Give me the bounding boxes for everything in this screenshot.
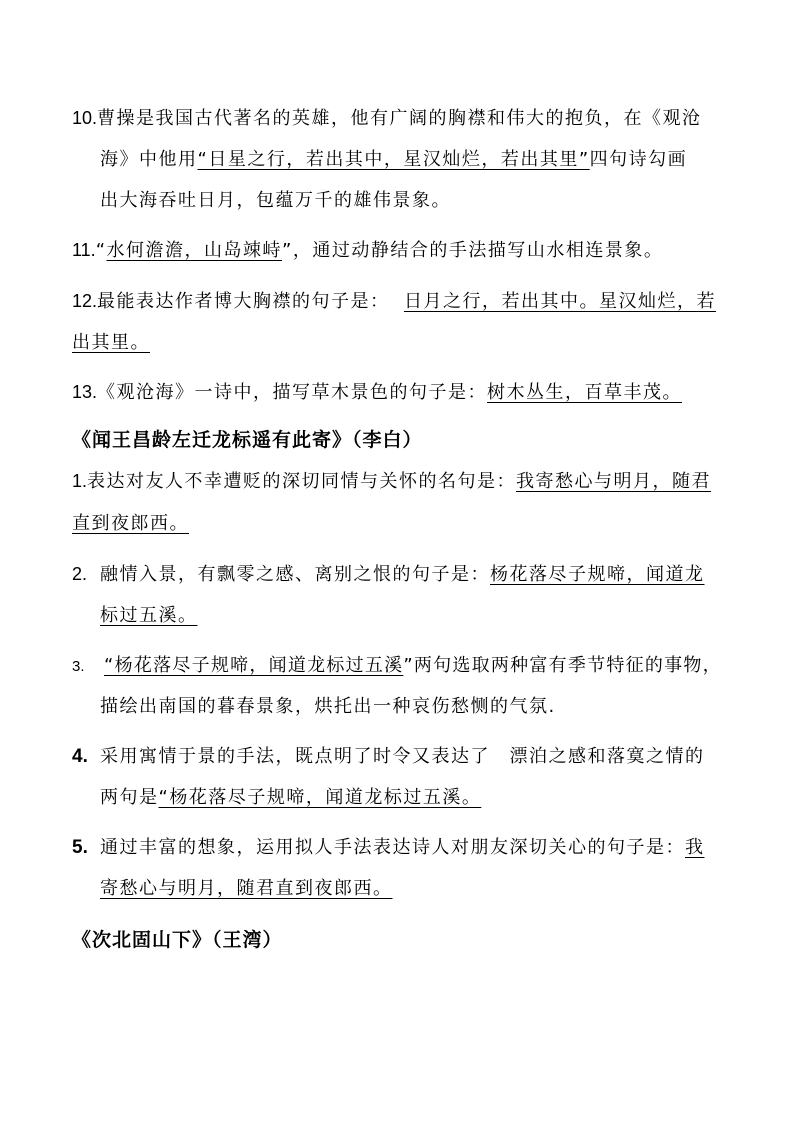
- item-text: 出大海吞吐日月，包蕴万千的雄伟景象。: [100, 190, 451, 211]
- item-number: 3.: [72, 658, 85, 675]
- s1-item-3-line-2: [100, 695, 556, 719]
- item-number: 13.: [72, 382, 98, 402]
- item-text: ”，通过动静结合的手法描写山水相连景象。: [282, 240, 664, 261]
- item-text: 描绘出南国的暮春景象，烘托出一种哀伤愁恻的气氛.: [100, 696, 556, 717]
- item-number: 11.: [72, 240, 96, 260]
- answer-text: 水何澹澹，山岛竦峙: [106, 240, 283, 261]
- item-text: 采用寓情于景的手法，既点明了时令又表达了 漂泊之感和落寞之情的: [100, 746, 705, 767]
- item-text: 表达对友人不幸遭贬的深切同情与关怀的名句是：: [87, 471, 517, 492]
- item-10-line-1: [72, 106, 702, 131]
- item-number: 4.: [72, 746, 88, 767]
- s1-item-4-line-2: [100, 786, 481, 810]
- answer-text: “杨花落尽子规啼，闻道龙标过五溪。: [158, 787, 482, 808]
- item-text: 海》中他用: [100, 149, 198, 170]
- item-11: [72, 238, 663, 263]
- item-number: 12.: [72, 291, 98, 311]
- answer-text: 我: [685, 837, 705, 858]
- answer-text: 寄愁心与明月，随君直到夜郎西。: [100, 878, 393, 899]
- s1-item-1-line-2: [72, 512, 189, 536]
- answer-text: 树木丛生，百草丰茂。: [487, 382, 683, 403]
- item-text: 四句诗勾画: [589, 149, 688, 170]
- item-text: ”两句选取两种富有季节特征的事物，: [403, 655, 722, 676]
- item-12-line-1: [72, 289, 716, 314]
- section-heading: 《次北固山下》（王湾）: [72, 929, 283, 951]
- item-number: 10.: [72, 108, 98, 128]
- item-number: 2.: [72, 564, 88, 584]
- answer-text: 直到夜郎西。: [72, 513, 189, 534]
- s1-item-5-line-1: [72, 836, 705, 860]
- answer-text: 出其里。: [72, 332, 150, 353]
- s1-item-1-line-1: [72, 469, 711, 494]
- s1-item-2-line-2: [100, 604, 198, 628]
- answer-text: “杨花落尽子规啼，闻道龙标过五溪: [104, 655, 404, 676]
- answer-text: 杨花落尽子规啼，闻道龙: [490, 564, 705, 585]
- item-text: 最能表达作者博大胸襟的句子是：: [97, 291, 390, 312]
- item-10-line-2: [100, 148, 687, 172]
- item-13: [72, 380, 682, 405]
- answer-text: 标过五溪。: [100, 605, 198, 626]
- item-text: “: [95, 240, 107, 261]
- item-text: 通过丰富的想象，运用拟人手法表达诗人对朋友深切关心的句子是：: [100, 837, 685, 858]
- item-text: 曹操是我国古代著名的英雄，他有广阔的胸襟和伟大的抱负，在《观沧: [97, 108, 702, 129]
- s1-item-3-line-1: [72, 654, 722, 679]
- s1-item-2-line-1: [72, 562, 705, 587]
- section-heading: 《闻王昌龄左迁龙标遥有此寄》（李白）: [72, 429, 423, 451]
- item-number: 1.: [72, 471, 88, 491]
- s1-item-4-line-1: [72, 745, 705, 769]
- item-text: 两句是: [100, 787, 159, 808]
- item-text: 《观沧海》一诗中，描写草木景色的句子是：: [97, 382, 488, 403]
- s1-item-5-line-2: [100, 877, 393, 901]
- answer-text: 我寄愁心与明月，随君: [516, 471, 712, 492]
- item-number: 5.: [72, 837, 88, 858]
- answer-text: “日星之行，若出其中，星汉灿烂，若出其里”: [197, 149, 590, 170]
- item-12-line-2: [72, 331, 150, 355]
- answer-text: 日月之行，若出其中。星汉灿烂，若: [403, 291, 716, 312]
- item-10-line-3: [100, 189, 451, 213]
- item-text: 融情入景，有飘零之感、离别之恨的句子是：: [100, 564, 490, 585]
